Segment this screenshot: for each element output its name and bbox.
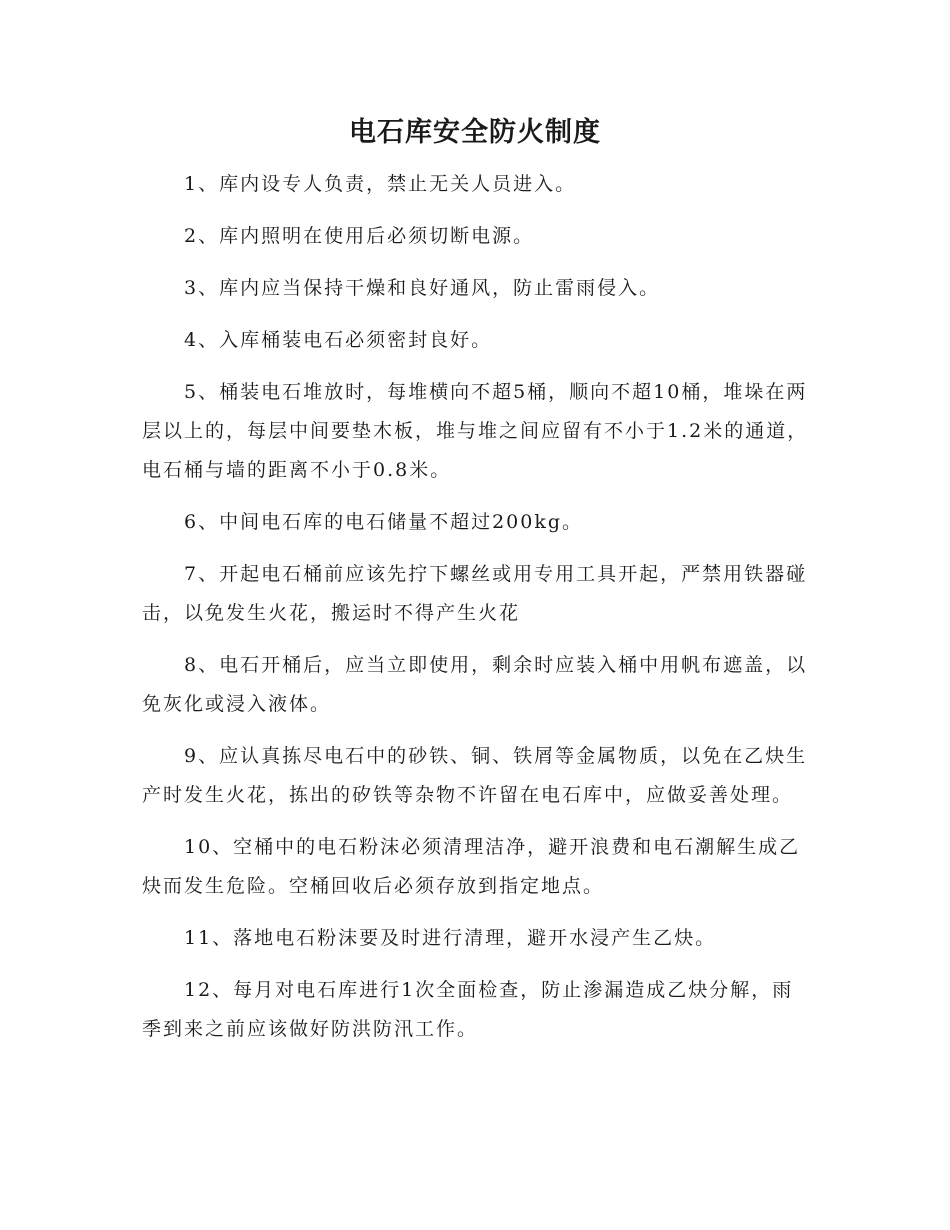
- document-title: 电石库安全防火制度: [349, 117, 601, 148]
- rule-item: 9、应认真拣尽电石中的砂铁、铜、铁屑等金属物质，以免在乙炔生产时发生火花，拣出的矽铁等杂物不许留在电石库中，应做妥善处理。: [142, 745, 808, 806]
- rule-item: 11、落地电石粉沫要及时进行清理，避开水浸产生乙炔。: [184, 927, 717, 949]
- rule-item: 4、入库桶装电石必须密封良好。: [184, 329, 493, 351]
- rule-item: 2、库内照明在使用后必须切断电源。: [184, 225, 535, 247]
- rule-item: 1、库内设专人负责，禁止无关人员进入。: [184, 173, 577, 195]
- rules-list: [142, 165, 814, 1062]
- rule-item: 12、每月对电石库进行1次全面检查，防止渗漏造成乙炔分解，雨季到来之前应该做好防洪防汛工作。: [142, 979, 794, 1040]
- rule-item: 7、开起电石桶前应该先拧下螺丝或用专用工具开起，严禁用铁器碰击，以免发生火花，搬运时不得产生火花: [142, 563, 808, 624]
- rule-item: 8、电石开桶后，应当立即使用，剩余时应装入桶中用帆布遮盖，以免灰化或浸入液体。: [142, 654, 808, 715]
- rule-item: 10、空桶中的电石粉沫必须清理洁净，避开浪费和电石潮解生成乙炔而发生危险。空桶回收后必须存放到指定地点。: [142, 836, 801, 897]
- rule-item: 5、桶装电石堆放时，每堆横向不超5桶，顺向不超10桶，堆垛在两层以上的，每层中间要垫木板，堆与堆之间应留有不小于1.2米的通道，电石桶与墙的距离不小于0.8米。: [142, 381, 809, 481]
- rule-item: 3、库内应当保持干燥和良好通风，防止雷雨侵入。: [184, 277, 661, 299]
- rule-item: 6、中间电石库的电石储量不超过200kg。: [184, 511, 584, 533]
